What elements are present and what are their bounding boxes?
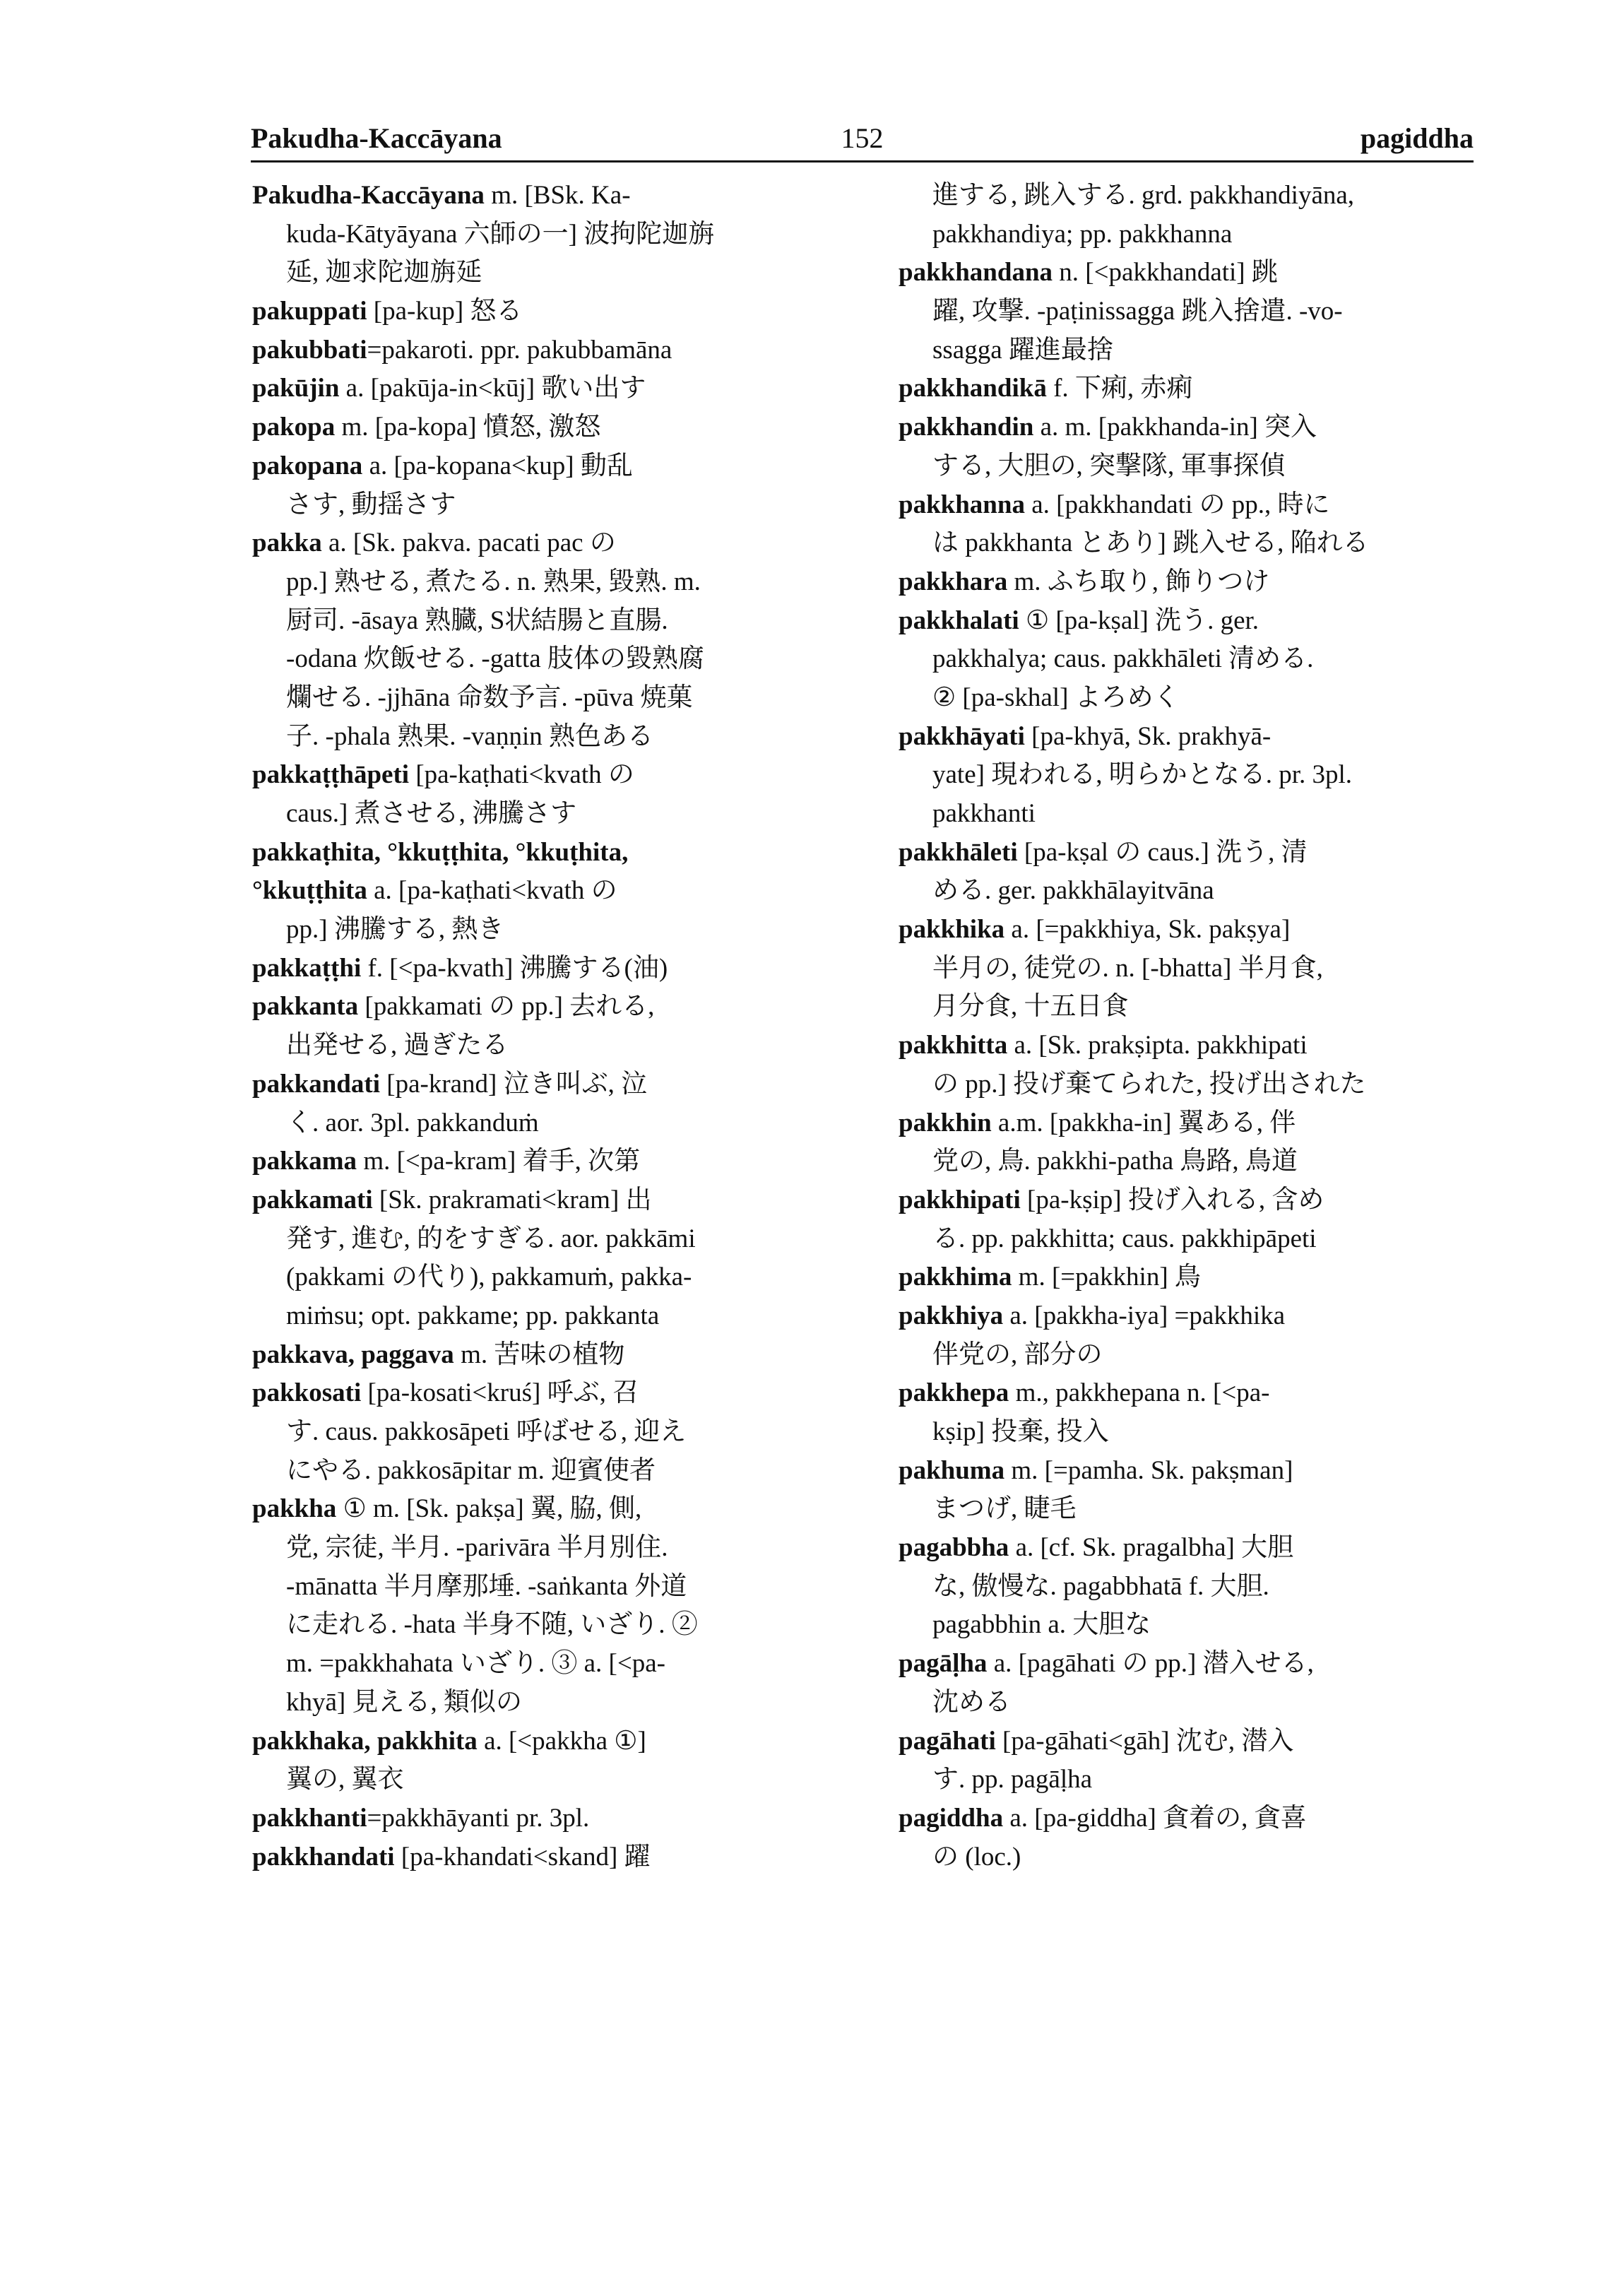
definition-text: =pakkhāyanti pr. 3pl. xyxy=(367,1803,590,1833)
entry-continuation xyxy=(252,1220,853,1259)
definition-text: [pa-kṣip] 投げ入れる, 含め xyxy=(1020,1185,1324,1214)
definition-text: す. pp. pagāḷha xyxy=(932,1765,1093,1795)
headword: pakkhitta xyxy=(899,1031,1008,1060)
entry-continuation xyxy=(899,1413,1492,1452)
definition-text: a. [Sk. pakva. pacati pac の xyxy=(321,528,616,558)
entry-headline xyxy=(899,911,1492,950)
entry-continuation xyxy=(252,1258,853,1297)
entry-headline xyxy=(899,1104,1492,1143)
entry-headline xyxy=(899,602,1492,641)
entry-continuation xyxy=(252,1568,853,1607)
entry-continuation xyxy=(899,795,1492,834)
entry-continuation xyxy=(252,718,853,757)
entry-continuation xyxy=(252,1606,853,1645)
headword: Pakudha-Kaccāyana xyxy=(252,181,485,210)
entry-headline xyxy=(899,1645,1492,1684)
entry-continuation xyxy=(899,331,1492,370)
definition-text: kuda-Kātyāyana 六師の一] 波拘陀迦旃 xyxy=(286,219,715,249)
headword: pakopana xyxy=(252,451,363,480)
headword: pakkhāyati xyxy=(899,721,1025,751)
headword: pakkava, paggava xyxy=(252,1340,454,1369)
entry-continuation xyxy=(899,177,1492,215)
definition-text: する, 大胆の, 突撃隊, 軍事探偵 xyxy=(932,451,1286,480)
definition-text: miṁsu; opt. pakkame; pp. pakkanta xyxy=(286,1301,660,1330)
definition-text: pakkhalya; caus. pakkhāleti 清める. xyxy=(932,644,1314,674)
definition-text: にやる. pakkosāpitar m. 迎賓使者 xyxy=(286,1455,656,1485)
definition-text: [pa-kṣal の caus.] 洗う, 清 xyxy=(1017,837,1308,867)
running-header xyxy=(251,113,1474,162)
entry-continuation xyxy=(252,1297,853,1336)
definition-text: [pakkamati の pp.] 去れる, xyxy=(358,992,655,1022)
definition-text: pp.] 沸騰する, 熱き xyxy=(286,915,504,945)
definition-text: m. =pakkhahata いざり. ③ a. [<pa- xyxy=(286,1649,665,1679)
definition-text: 厨司. -āsaya 熟臓, S状結腸と直腸. xyxy=(286,605,668,635)
entry-headline xyxy=(252,1722,853,1761)
definition-text: a. [cf. Sk. pragalbha] 大胆 xyxy=(1009,1533,1294,1563)
entry-continuation xyxy=(252,1761,853,1799)
headword: pakkhandana xyxy=(899,258,1053,288)
entry-continuation xyxy=(899,679,1492,718)
headword: pagāhati xyxy=(899,1726,996,1756)
entry-headline xyxy=(899,1297,1492,1336)
header-right-guideword: pagiddha xyxy=(1360,122,1474,154)
definition-text: a. [pa-kaṭhati<kvath の xyxy=(367,876,617,906)
definition-text: caus.] 煮させる, 沸騰さす xyxy=(286,799,577,828)
definition-text: f. [<pa-kvath] 沸騰する(油) xyxy=(361,953,668,983)
definition-text: まつげ, 睫毛 xyxy=(932,1494,1077,1524)
entry-continuation xyxy=(252,1027,853,1065)
right-column xyxy=(899,177,1492,1876)
headword: pakkaṭhita, °kkuṭṭhita, °kkuṭhita, xyxy=(252,837,629,867)
headword: pakkhanti xyxy=(252,1803,367,1833)
headword: pakhuma xyxy=(899,1455,1005,1485)
definition-text: 党の, 鳥. pakkhi-patha 鳥路, 鳥道 xyxy=(932,1147,1298,1176)
entry-headline xyxy=(899,254,1492,292)
entry-continuation xyxy=(899,524,1492,563)
definition-text: 延, 迦求陀迦旃延 xyxy=(286,258,482,288)
headword: pagabbha xyxy=(899,1533,1009,1563)
headword: pakkhara xyxy=(899,567,1008,596)
definition-text: 発す, 進む, 的をすぎる. aor. pakkāmi xyxy=(286,1224,696,1253)
entry-headline xyxy=(252,988,853,1027)
entry-continuation xyxy=(252,1684,853,1722)
entry-headline xyxy=(252,177,853,215)
page-number: 152 xyxy=(841,122,884,154)
definition-text: [pa-krand] 泣き叫ぶ, 泣 xyxy=(380,1069,648,1099)
headword: pagāḷha xyxy=(899,1649,988,1679)
definition-text: a. [pagāhati の pp.] 潜入せる, xyxy=(987,1649,1314,1679)
headword: pakkamati xyxy=(252,1185,373,1214)
definition-text: pagabbhin a. 大胆な xyxy=(932,1610,1151,1640)
definition-text: 沈める xyxy=(932,1687,1011,1717)
entry-headline xyxy=(252,834,853,873)
definition-text: a. [pakkha-iya] =pakkhika xyxy=(1003,1301,1286,1330)
definition-text: は pakkhanta とあり] 跳入せる, 陥れる xyxy=(932,528,1369,558)
headword: pakubbati xyxy=(252,335,367,365)
entry-headline xyxy=(899,1027,1492,1065)
definition-text: pakkhandiya; pp. pakkhanna xyxy=(932,219,1233,249)
entry-continuation xyxy=(899,292,1492,331)
definition-text: 躍, 攻撃. -paṭinissagga 跳入捨遣. -vo- xyxy=(932,297,1343,326)
headword: pakkhaka, pakkhita xyxy=(252,1726,478,1756)
headword: pakkanta xyxy=(252,992,359,1022)
entry-continuation xyxy=(899,1568,1492,1607)
entry-continuation xyxy=(899,1336,1492,1375)
entry-continuation xyxy=(899,1220,1492,1259)
definition-text: める. ger. pakkhālayitvāna xyxy=(932,876,1214,906)
definition-text: =pakaroti. ppr. pakubbamāna xyxy=(367,335,672,365)
entry-continuation xyxy=(252,1104,853,1143)
entry-headline xyxy=(899,486,1492,525)
definition-text: 進する, 跳入する. grd. pakkhandiyāna, xyxy=(932,181,1355,210)
entry-headline xyxy=(252,524,853,563)
definition-text: 子. -phala 熟果. -vaṇṇin 熟色ある xyxy=(286,721,653,751)
headword: pakka xyxy=(252,528,322,558)
entry-headline xyxy=(252,447,853,486)
headword: pakkhalati xyxy=(899,605,1019,635)
entry-headline xyxy=(899,369,1492,408)
definition-text: -mānatta 半月摩那埵. -saṅkanta 外道 xyxy=(286,1571,687,1601)
entry-headline xyxy=(899,718,1492,757)
headword: pakkhandati xyxy=(252,1842,395,1872)
definition-text: な, 傲慢な. pagabbhatā f. 大胆. xyxy=(932,1571,1269,1601)
headword: pakkhandikā xyxy=(899,374,1047,403)
entry-continuation xyxy=(252,679,853,718)
definition-text: pakkhanti xyxy=(932,799,1036,828)
entry-continuation xyxy=(899,872,1492,911)
definition-text: に走れる. -hata 半身不随, いざり. ② xyxy=(286,1610,698,1640)
headword: °kkuṭṭhita xyxy=(252,876,367,906)
definition-text: m. [=pakkhin] 鳥 xyxy=(1012,1263,1201,1292)
headword: pagiddha xyxy=(899,1803,1004,1833)
entry-continuation xyxy=(899,950,1492,988)
definition-text: 翼の, 翼衣 xyxy=(286,1765,404,1795)
definition-text: の (loc.) xyxy=(932,1842,1021,1872)
entry-headline xyxy=(899,1258,1492,1297)
headword: pakkhandin xyxy=(899,413,1034,442)
entry-continuation xyxy=(899,215,1492,254)
headword: pakkhepa xyxy=(899,1378,1009,1408)
entry-headline xyxy=(252,1838,853,1877)
entry-continuation xyxy=(252,602,853,641)
entry-headline xyxy=(252,950,853,988)
entry-continuation xyxy=(899,1142,1492,1181)
entry-continuation xyxy=(899,1684,1492,1722)
headword: pakuppati xyxy=(252,297,367,326)
entry-headline xyxy=(899,1722,1492,1761)
headword: pakkosati xyxy=(252,1378,362,1408)
entry-continuation xyxy=(252,215,853,254)
definition-text: m., pakkhepana n. [<pa- xyxy=(1009,1378,1270,1408)
entry-headline xyxy=(252,1181,853,1220)
headword: pakkhāleti xyxy=(899,837,1018,867)
definition-text: m. [<pa-kram] 着手, 次第 xyxy=(357,1147,641,1176)
entry-headline xyxy=(252,1490,853,1529)
entry-headline xyxy=(899,1529,1492,1568)
definition-text: a. [pa-kopana<kup] 動乱 xyxy=(362,451,633,480)
definition-text: [pa-gāhati<gāh] 沈む, 潜入 xyxy=(995,1726,1294,1756)
definition-text: さす, 動揺さす xyxy=(286,490,456,519)
definition-text: kṣip] 投棄, 投入 xyxy=(932,1417,1109,1446)
entry-continuation xyxy=(252,1413,853,1452)
definition-text: [pa-kup] 怒る xyxy=(367,297,523,326)
definition-text: の pp.] 投げ棄てられた, 投げ出された xyxy=(932,1069,1366,1099)
definition-text: a. [pakūja-in<kūj] 歌い出す xyxy=(339,374,646,403)
entry-headline xyxy=(899,834,1492,873)
entry-headline xyxy=(252,1065,853,1104)
entry-continuation xyxy=(899,1065,1492,1104)
entry-headline xyxy=(252,292,853,331)
definition-text: a. [<pakkha ①] xyxy=(477,1726,646,1756)
headword: pakkha xyxy=(252,1494,337,1524)
entry-continuation xyxy=(899,1761,1492,1799)
headword: pakkhika xyxy=(899,915,1005,945)
entry-headline xyxy=(899,1452,1492,1491)
entry-continuation xyxy=(252,486,853,525)
definition-text: [pa-kaṭhati<kvath の xyxy=(409,760,634,790)
definition-text: a. m. [pakkhanda-in] 突入 xyxy=(1033,413,1317,442)
entry-headline xyxy=(252,331,853,370)
entry-headline xyxy=(899,1181,1492,1220)
entry-headline xyxy=(899,1799,1492,1838)
definition-text: ② [pa-skhal] よろめく xyxy=(932,682,1180,712)
headword: pakkandati xyxy=(252,1069,380,1099)
headword: pakopa xyxy=(252,413,336,442)
definition-text: 半月の, 徒党の. n. [-bhatta] 半月食, xyxy=(932,953,1323,983)
definition-text: a. [pa-giddha] 貪着の, 貪喜 xyxy=(1003,1803,1307,1833)
definition-text: m. [=pamha. Sk. pakṣman] xyxy=(1004,1455,1293,1485)
entry-headline xyxy=(252,408,853,447)
definition-text: 月分食, 十五日食 xyxy=(932,992,1129,1022)
entry-continuation xyxy=(899,756,1492,795)
definition-text: -odana 炊飯せる. -gatta 肢体の毀熟腐 xyxy=(286,644,704,674)
entry-headline xyxy=(899,408,1492,447)
definition-text: (pakkami の代り), pakkamuṁ, pakka- xyxy=(286,1263,692,1292)
headword: pakkaṭṭhi xyxy=(252,953,362,983)
definition-text: ① [pa-kṣal] 洗う. ger. xyxy=(1019,605,1260,635)
entry-continuation xyxy=(252,254,853,292)
entry-continuation xyxy=(252,640,853,679)
definition-text: pp.] 熟せる, 煮たる. n. 熟果, 毀熟. m. xyxy=(286,567,701,596)
entry-headline xyxy=(252,1799,853,1838)
definition-text: m. [pa-kopa] 憤怒, 激怒 xyxy=(335,413,601,442)
entry-headline xyxy=(899,563,1492,602)
definition-text: [Sk. prakramati<kram] 出 xyxy=(372,1185,652,1214)
headword: pakkhipati xyxy=(899,1185,1021,1214)
definition-text: a.m. [pakkha-in] 翼ある, 伴 xyxy=(991,1108,1296,1137)
definition-text: ssagga 躍進最捨 xyxy=(932,335,1113,365)
entry-continuation xyxy=(899,640,1492,679)
entry-continuation xyxy=(252,795,853,834)
entry-continuation xyxy=(252,911,853,950)
entry-continuation xyxy=(899,1838,1492,1877)
entry-continuation xyxy=(252,1452,853,1491)
definition-text: yate] 現われる, 明らかとなる. pr. 3pl. xyxy=(932,760,1353,790)
definition-text: m. ふち取り, 飾りつけ xyxy=(1007,567,1270,596)
entry-headline xyxy=(252,872,853,911)
headword: pakkama xyxy=(252,1147,357,1176)
entry-headline xyxy=(899,1374,1492,1413)
definition-text: khyā] 見える, 類似の xyxy=(286,1687,522,1717)
headword: pakkaṭṭhāpeti xyxy=(252,760,410,790)
headword: pakkhiya xyxy=(899,1301,1004,1330)
definition-text: n. [<pakkhandati] 跳 xyxy=(1053,258,1278,288)
entry-continuation xyxy=(899,447,1492,486)
definition-text: m. 苦味の植物 xyxy=(454,1340,625,1369)
entry-continuation xyxy=(899,1490,1492,1529)
definition-text: ① m. [Sk. pakṣa] 翼, 脇, 側, xyxy=(336,1494,642,1524)
definition-text: [pa-khandati<skand] 躍 xyxy=(394,1842,651,1872)
headword: pakkhima xyxy=(899,1263,1012,1292)
definition-text: す. caus. pakkosāpeti 呼ばせる, 迎え xyxy=(286,1417,687,1446)
definition-text: a. [=pakkhiya, Sk. pakṣya] xyxy=(1004,915,1291,945)
entry-headline xyxy=(252,1336,853,1375)
entry-continuation xyxy=(899,988,1492,1027)
entry-headline xyxy=(252,369,853,408)
entry-headline xyxy=(252,1374,853,1413)
entry-continuation xyxy=(252,1529,853,1568)
entry-headline xyxy=(252,1142,853,1181)
definition-text: る. pp. pakkhitta; caus. pakkhipāpeti xyxy=(932,1224,1317,1253)
headword: pakkhin xyxy=(899,1108,992,1137)
definition-text: 伴党の, 部分の xyxy=(932,1340,1103,1369)
header-left-guideword: Pakudha-Kaccāyana xyxy=(251,122,502,154)
entry-continuation xyxy=(252,1645,853,1684)
definition-text: く. aor. 3pl. pakkanduṁ xyxy=(286,1108,539,1137)
definition-text: a. [Sk. prakṣipta. pakkhipati xyxy=(1007,1031,1308,1060)
definition-text: [pa-kosati<kruś] 呼ぶ, 召 xyxy=(361,1378,639,1408)
entry-headline xyxy=(252,756,853,795)
left-column xyxy=(252,177,853,1876)
headword: pakūjin xyxy=(252,374,340,403)
definition-text: 党, 宗徒, 半月. -parivāra 半月別住. xyxy=(286,1533,668,1563)
entry-continuation xyxy=(899,1606,1492,1645)
definition-text: [pa-khyā, Sk. prakhyā- xyxy=(1024,721,1272,751)
definition-text: f. 下痢, 赤痢 xyxy=(1046,374,1193,403)
definition-text: 爛せる. -jjhāna 命数予言. -pūva 焼菓 xyxy=(286,682,693,712)
definition-text: m. [BSk. Ka- xyxy=(484,181,631,210)
entry-continuation xyxy=(252,563,853,602)
definition-text: a. [pakkhandati の pp., 時に xyxy=(1024,490,1330,519)
definition-text: 出発せる, 過ぎたる xyxy=(286,1031,509,1060)
headword: pakkhanna xyxy=(899,490,1025,519)
